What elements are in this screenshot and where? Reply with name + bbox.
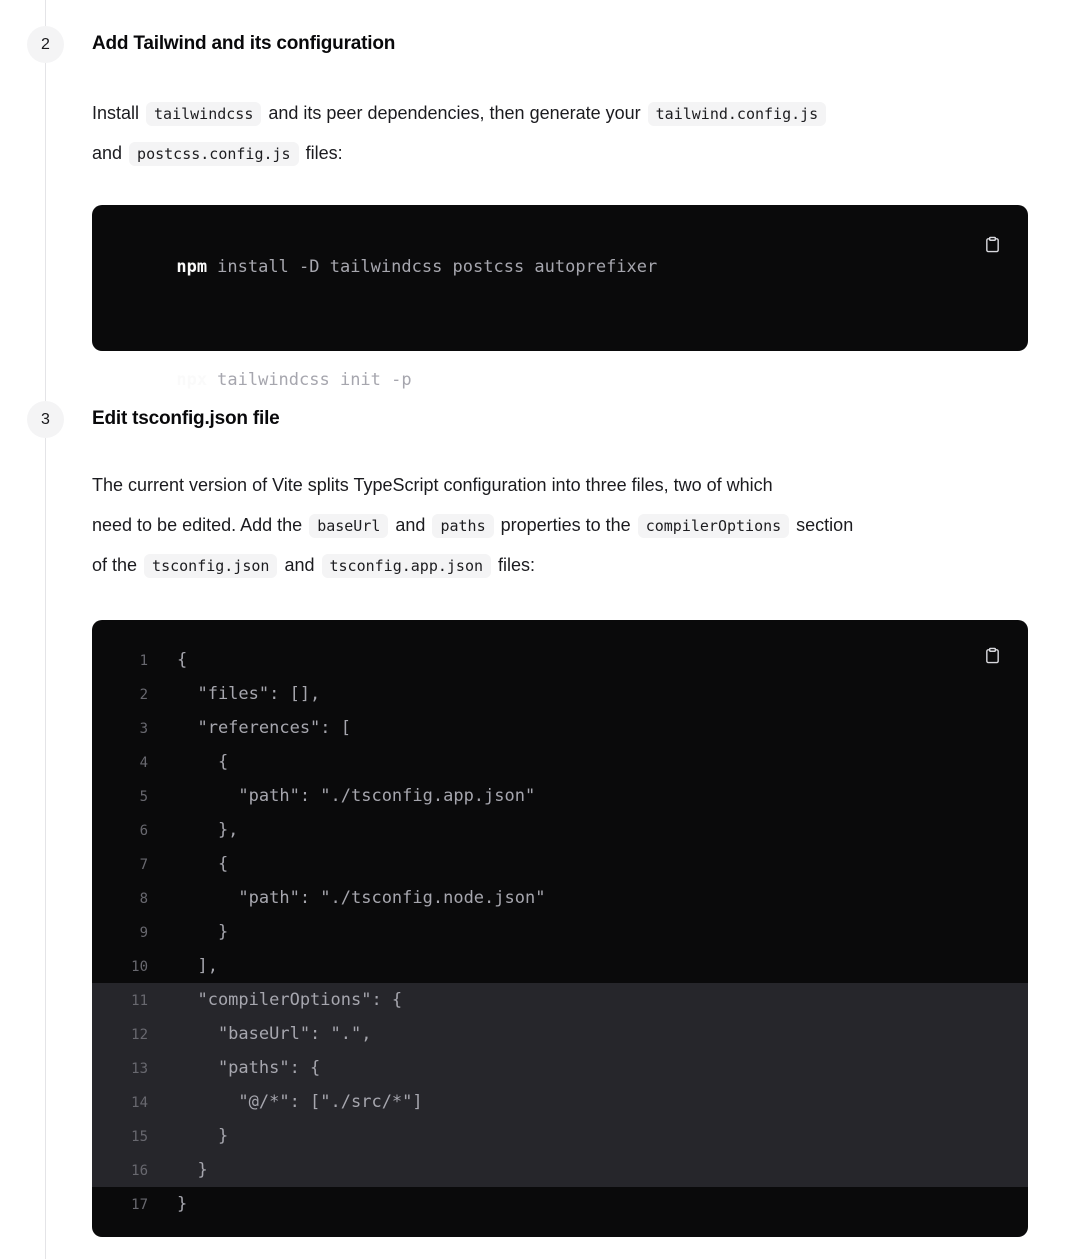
line-number: 8 [139,891,148,907]
line-code: "path": "./tsconfig.node.json" [177,888,546,908]
line-number: 6 [139,823,148,839]
body-text: and [390,515,431,535]
clipboard-icon [984,236,1001,253]
line-code: { [177,650,188,670]
paragraph-line [92,545,1052,585]
inline-code-tsconfig-app-json: tsconfig.app.json [322,554,492,578]
code-line [92,813,1028,847]
command-prefix: npm [176,257,208,277]
code-line [92,1051,1028,1085]
clipboard-icon [984,647,1001,664]
line-number: 9 [139,925,148,941]
code-line [92,677,1028,711]
line-number: 11 [131,993,148,1009]
line-code: } [177,922,229,942]
code-line [92,745,1028,779]
line-number: 17 [131,1197,148,1213]
body-text: and [92,143,128,163]
copy-button[interactable] [984,236,1001,253]
inline-code-baseurl: baseUrl [309,514,388,538]
inline-code-postcss-config: postcss.config.js [129,142,299,166]
line-number: 14 [131,1095,148,1111]
inline-code-tailwindcss: tailwindcss [146,102,261,126]
line-number: 4 [139,755,148,771]
code-line [92,1017,1028,1051]
paragraph-line [92,465,1052,505]
command-prefix: npx [176,370,208,390]
command-args: tailwindcss init -p [217,370,412,390]
line-code: "@/*": ["./src/*"] [177,1092,423,1112]
command-args: install -D tailwindcss postcss autoprefixer [217,257,658,277]
command-line-npx [115,347,980,413]
line-number: 2 [139,687,148,703]
paragraph-line [92,505,1052,545]
line-code: } [177,1126,229,1146]
code-line [92,881,1028,915]
line-number: 7 [139,857,148,873]
step-title-add-tailwind: Add Tailwind and its configuration [92,33,396,54]
code-line [92,1153,1028,1187]
body-text: of the [92,555,143,575]
code-line [92,847,1028,881]
line-code: { [177,752,229,772]
step-title-edit-tsconfig: Edit tsconfig.json file [92,408,280,429]
code-line [92,1119,1028,1153]
code-line [92,1085,1028,1119]
code-line [92,1187,1028,1221]
copy-button[interactable] [984,647,1001,664]
code-line [92,643,1028,677]
line-code: "path": "./tsconfig.app.json" [177,786,536,806]
body-text: need to be edited. Add the [92,515,308,535]
line-number: 12 [131,1027,148,1043]
line-number: 13 [131,1061,148,1077]
step-number: 3 [41,410,50,428]
inline-code-tsconfig-json: tsconfig.json [144,554,277,578]
inline-code-compileroptions: compilerOptions [638,514,789,538]
line-code: ], [177,956,218,976]
paragraph-line [92,93,1052,133]
line-code: } [177,1160,208,1180]
code-line [92,711,1028,745]
body-text: files: [300,143,343,163]
line-code: "references": [ [177,718,351,738]
timeline-line [45,0,46,1259]
inline-code-tailwind-config: tailwind.config.js [648,102,827,126]
body-text: and its peer dependencies, then generate your [263,103,646,123]
body-text: and [279,555,320,575]
line-code: }, [177,820,239,840]
paragraph-line [92,133,1052,173]
body-text: The current version of Vite splits TypeScript configuration into three files, two of which [92,475,773,495]
line-code: "compilerOptions": { [177,990,403,1010]
tsconfig-code-block [92,620,1028,1237]
step-number-badge-3 [27,401,64,438]
inline-code-paths: paths [432,514,493,538]
line-code: "paths": { [177,1058,321,1078]
body-text: properties to the [495,515,636,535]
line-code: } [177,1194,188,1214]
line-code: "baseUrl": ".", [177,1024,372,1044]
line-number: 15 [131,1129,148,1145]
line-number: 1 [139,653,148,669]
code-line [92,779,1028,813]
step-number-badge-2 [27,26,64,63]
code-editor-lines [92,643,1028,1221]
terminal-code-block [92,205,1028,390]
line-code: { [177,854,229,874]
body-text: Install [92,103,145,123]
command-line-npm [115,234,980,300]
line-number: 10 [131,959,148,975]
line-number: 5 [139,789,148,805]
code-line [92,915,1028,949]
paragraph-install-tailwind [92,93,1052,173]
line-code: "files": [], [177,684,321,704]
code-line [92,983,1028,1017]
body-text: section [791,515,854,535]
body-text: files: [493,555,536,575]
line-number: 16 [131,1163,148,1179]
step-number: 2 [41,35,50,53]
line-number: 3 [139,721,148,737]
code-line [92,949,1028,983]
paragraph-tsconfig-explain [92,465,1052,585]
